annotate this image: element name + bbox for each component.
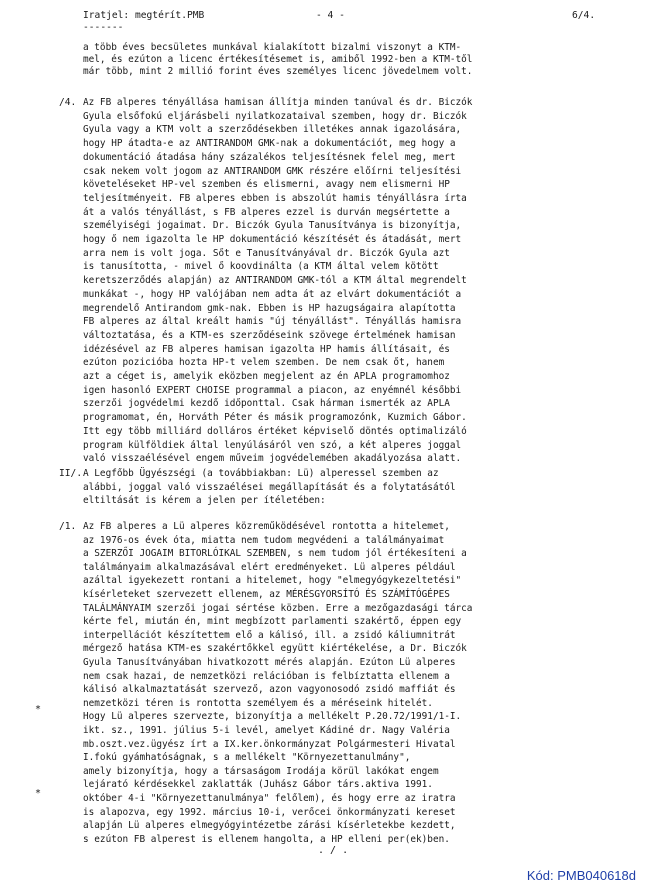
text-line: kálisó alkalmaztatását szervező, azon vagyonosodó zsidó maffiát és (83, 684, 456, 696)
text-line: október 4-i "Környezettanulmánya" felőlem), és hogy erre az iratra (83, 793, 456, 804)
text-line: ezúton pozicióba hozta HP-t velem szemben. De nem csak őt, hanem (83, 357, 445, 369)
header-rule: ------- (83, 22, 124, 33)
section-number: II/. (59, 468, 83, 479)
text-line: Az FB alperes a Lü alperes közreműködésével rontotta a hitelemet, (83, 521, 450, 532)
text-line: is alapozva, egy 1992. március 10-i, verőcei önkormányzati kereset (83, 806, 456, 818)
text-line: az 1976-os évek óta, miatta nem tudom megvédeni a találmányaimat (83, 534, 445, 546)
text-line: kérte fel, miután én, mint megbízott parlamenti szakértő, éppen egy (83, 616, 462, 628)
text-line: mel, és ezúton a licenc értékesítésemet is, amiből 1992-ben a KTM-től (83, 54, 473, 65)
text-line: Itt egy több milliárd dolláros értéket képviselő döntés optimalizáló (83, 425, 467, 437)
text-line: is tanusította, - mivel ő koovdinálta (a KTM által velem kötött (83, 261, 439, 273)
margin-asterisk: * (35, 788, 42, 799)
text-line: alapján Lü alperes elmegyógyintézetbe zárási kísérletekbe kezdett, (83, 820, 456, 832)
text-line: már több, mint 2 millió forint éves személyes licenc jövedelmem volt. (83, 66, 473, 77)
text-line: Gyula vagy a KTM volt a szerződésekben illetékes annak igazolására, (83, 124, 462, 136)
text-line: azt a céget is, amelyik eközben megjelent az én APLA programomhoz (83, 371, 450, 382)
header-right: 6/4. (572, 10, 596, 21)
text-line: nemzetközi téren is rontotta személyem és a méréseink hitelét. (83, 697, 433, 709)
text-line: csak nekem volt jogom az ANTIRANDOM GMK részére előírni teljesítési (83, 165, 462, 177)
text-line: megrendelő Antirandom gmk-nak. Ebben is HP hazugságaira alapította (83, 302, 456, 314)
text-line: s ezúton FB alperest is ellenem hangolta, a HP elleni per(ek)ben. (83, 833, 450, 845)
text-line: hogy HP átadta-e az ANTIRANDOM GMK-nak a dokumentációt, meg hogy a (83, 138, 456, 150)
text-line: személyiségi jogaimat. Dr. Biczók Gyula Tanusítványa is bizonyítja, (83, 220, 462, 232)
text-line: alábbi, joggal való visszaélései megállapítását és a folytatásától (83, 481, 456, 493)
text-line: program külföldiek által lenyúlásáról ven szó, a két alperes joggal (83, 439, 462, 451)
text-line: mérgező hatása KTM-es szakértőkkel együtt kiértékelése, a Dr. Biczók (83, 643, 467, 655)
document-code: Kód: PMB040618d (526, 868, 636, 883)
text-line: való visszaélésével engem műveim jogvédelemében akadályozása alatt. (83, 453, 462, 465)
text-line: követeléseket HP-vel szemben és elismerni, avagy nem elismerni HP (83, 179, 450, 191)
text-line: A Legfőbb Ügyészségi (a továbbiakban: Lü) alperessel szemben az (83, 468, 439, 479)
section-number: /4. (59, 97, 77, 108)
text-line: FB alperes az által kreált hamis "új tényállást". Tényállás hamisra (83, 316, 462, 328)
text-line: TALÁLMÁNYAIM szerzői jogai sértése közben. Erre a mezőgazdasági tárca (83, 602, 473, 614)
text-line: változtatása, és a KTM-es szerződéseink szövege értelmének hamisan (83, 329, 456, 341)
text-line: keretszerződés alapján) az ANTIRANDOM GMK-tól a KTM által megrendelt (83, 275, 467, 287)
text-line: mb.oszt.vez.ügyész írt a IX.ker.önkormányzat Polgármesteri Hivatal (83, 738, 456, 750)
text-line: interpellációt készítettem elő a kálisó, ill. a zsidó káliumnitrát (83, 629, 456, 641)
text-line: I.fokú gyámhatóságnak, s a mellékelt "Környezettanulmány", (83, 752, 411, 764)
text-line: szerzői jogvédelmi kezdő időponttal. Csak hárman ismerték az APLA (83, 398, 450, 410)
text-line: idézésével az FB alperes hamisan igazolta HP hamis állításait, és (83, 343, 450, 355)
text-line: ikt. sz., 1991. július 5-i levél, amelyet Kádiné dr. Nagy Valéria (83, 725, 450, 736)
text-line: amely bizonyítja, hogy a társaságom Irodája körül lakókat engem (83, 765, 439, 777)
text-line: nem csak hazai, de nemzetközi relációban is felbíztatta ellenem a (83, 670, 450, 682)
text-line: teljesítményeit. FB alperes ebben is abszolút hamis tényállásra írta (83, 192, 467, 204)
text-line: Az FB alperes tényállása hamisan állítja minden tanúval és dr. Biczók (83, 97, 473, 108)
text-line: kísérleteket szervezett ellenem, az MÉRÉSGYORSÍTÓ ÉS SZÁMÍTÓGÉPES (83, 589, 450, 600)
section-number: /1. (59, 521, 77, 532)
text-line: eltiltását is kérem a jelen per ítéletében: (83, 495, 326, 507)
text-line: Gyula Tanusítványában hivatkozott mérés alapján. Ezúton Lü alperes (83, 657, 456, 668)
header-page-number: - 4 - (316, 10, 345, 21)
text-line: hogy ő nem igazolta le HP dokumentáció készítését és átadását, mert (83, 234, 462, 245)
text-line: munkákat -, hogy HP valójában nem adta át az elvárt dokumentációt a (83, 288, 462, 300)
text-line: programomat, én, Horváth Péter és másik programozónk, Kuzmich Gábor. (83, 412, 467, 424)
text-line: lejárató kérdésekkel zaklatták (Juhász Gábor társ.aktiva 1991. (83, 779, 433, 791)
text-line: a SZERZŐI JOGAIM BITORLÓIKAL SZEMBEN, s nem tudom jól értékesíteni a (83, 548, 467, 560)
text-line: Hogy Lü alperes szervezte, bizonyítja a mellékelt P.20.72/1991/1-I. (83, 711, 462, 723)
text-line: arra nem is volt joga. Sőt e Tanusítványával dr. Biczók Gyula azt (83, 247, 450, 259)
text-line: Gyula elsőfokú eljárásbeli nyilatkozataival szemben, hogy dr. Biczók (83, 110, 467, 122)
text-line: dokumentáció átadása hány százalékos teljesítésnek felel meg, mert (83, 151, 456, 163)
text-line: azáltal igyekezett rontani a hitelemet, hogy "elmegyógykezeltetési" (83, 575, 462, 587)
header-left: Iratjel: megtérít.PMB (83, 10, 205, 21)
text-line: találmányaim alkalmazásával elért eredményeket. Lü alperes például (83, 561, 456, 573)
text-line: igen hasonló EXPERT CHOISE programmal a piacon, az enyémnél későbbi (83, 384, 462, 396)
continuation-mark: . / . (318, 845, 349, 856)
text-line: át a valós tényállást, s FB alperes ezzel is durván megsértette a (83, 206, 450, 218)
margin-asterisk: * (35, 704, 42, 715)
text-line: a több éves becsületes munkával kialakított bizalmi viszonyt a KTM- (83, 42, 462, 53)
